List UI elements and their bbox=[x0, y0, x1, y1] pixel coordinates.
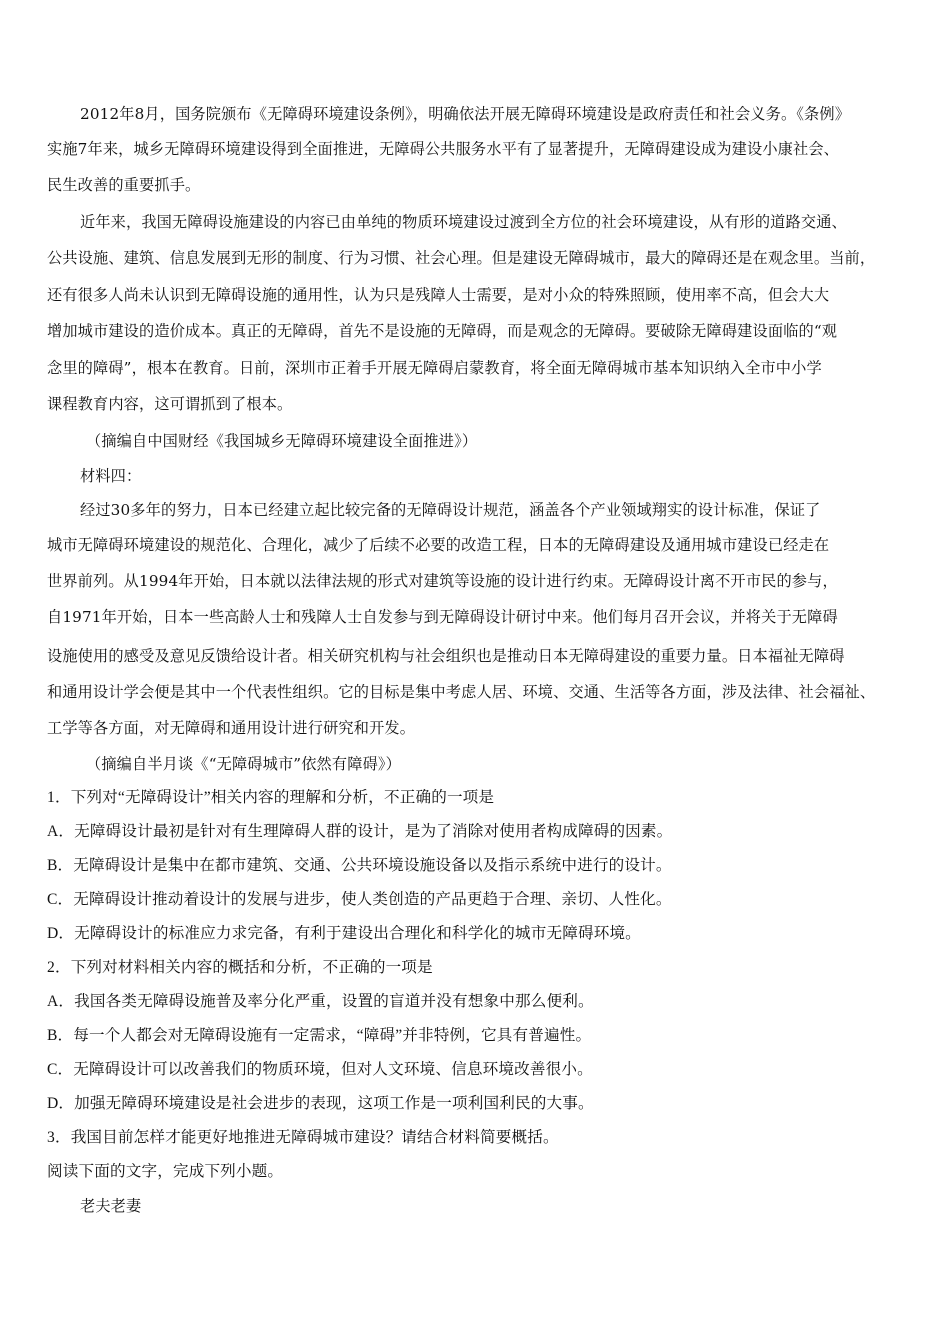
option-line: A．无障碍设计最初是针对有生理障碍人群的设计，是为了消除对使用者构成障碍的因素。 bbox=[47, 823, 673, 840]
paragraph-line: 经过30多年的努力，日本已经建立起比较完备的无障碍设计规范，涵盖各个产业领域翔实的设计标准，保证了 bbox=[80, 501, 821, 519]
option-line: B．无障碍设计是集中在都市建筑、交通、公共环境设施设备以及指示系统中进行的设计。 bbox=[47, 857, 672, 874]
question-2: 2．下列对材料相关内容的概括和分析，不正确的一项是 bbox=[47, 959, 433, 976]
option-line: D．加强无障碍环境建设是社会进步的表现，这项工作是一项利国利民的大事。 bbox=[47, 1095, 594, 1112]
paragraph-line: 2012年8月，国务院颁布《无障碍环境建设条例》，明确依法开展无障碍环境建设是政府责任和社会义务。《条例》 bbox=[80, 105, 851, 123]
paragraph-line: 增加城市建设的造价成本。真正的无障碍，首先不是设施的无障碍，而是观念的无障碍。要破除无障碍建设面临的“观 bbox=[47, 322, 838, 340]
paragraph-line: 设施使用的感受及意见反馈给设计者。相关研究机构与社会组织也是推动日本无障碍建设的重要力量。日本福祉无障碍 bbox=[47, 647, 845, 665]
paragraph-line: 城市无障碍环境建设的规范化、合理化，减少了后续不必要的改造工程，日本的无障碍建设及通用城市建设已经走在 bbox=[47, 536, 830, 554]
paragraph-line: 工学等各方面，对无障碍和通用设计进行研究和开发。 bbox=[47, 719, 416, 737]
paragraph-line: 民生改善的重要抓手。 bbox=[47, 176, 201, 194]
paragraph-line: 还有很多人尚未认识到无障碍设施的通用性，认为只是残障人士需要，是对小众的特殊照顾，使用率不高，但会大大 bbox=[47, 286, 830, 304]
paragraph-line: 世界前列。从1994年开始，日本就以法律法规的形式对建筑等设施的设计进行约束。无障碍设计离不开市民的参与， bbox=[47, 572, 838, 590]
question-3: 3．我国目前怎样才能更好地推进无障碍城市建设？请结合材料简要概括。 bbox=[47, 1129, 559, 1146]
paragraph-line: 和通用设计学会便是其中一个代表性组织。它的目标是集中考虑人居、环境、交通、生活等各方面，涉及法律、社会福祉、 bbox=[47, 683, 876, 701]
option-line: D．无障碍设计的标准应力求完备，有利于建设出合理化和科学化的城市无障碍环境。 bbox=[47, 925, 641, 942]
option-line: A．我国各类无障碍设施普及率分化严重，设置的盲道并没有想象中那么便利。 bbox=[47, 993, 594, 1010]
option-line: C．无障碍设计推动着设计的发展与进步，使人类创造的产品更趋于合理、亲切、人性化。 bbox=[47, 891, 672, 908]
reading-instruction: 阅读下面的文字，完成下列小题。 bbox=[47, 1163, 284, 1180]
story-title: 老夫老妻 bbox=[80, 1197, 142, 1215]
paragraph-line: 念里的障碍”，根本在教育。日前，深圳市正着手开展无障碍启蒙教育，将全面无障碍城市基本知识纳入全市中小学 bbox=[47, 359, 822, 377]
option-line: B．每一个人都会对无障碍设施有一定需求，“障碍”并非特例，它具有普遍性。 bbox=[47, 1027, 592, 1044]
paragraph-line: 自1971年开始，日本一些高龄人士和残障人士自发参与到无障碍设计研讨中来。他们每月召开会议，并将关于无障碍 bbox=[47, 608, 838, 626]
section-heading: 材料四： bbox=[80, 467, 142, 485]
paragraph-line: 公共设施、建筑、信息发展到无形的制度、行为习惯、社会心理。但是建设无障碍城市，最大的障碍还是在观念里。当前， bbox=[47, 249, 876, 267]
source-citation: （摘编自中国财经《我国城乡无障碍环境建设全面推进》） bbox=[86, 432, 478, 450]
paragraph-line: 实施7年来，城乡无障碍环境建设得到全面推进，无障碍公共服务水平有了显著提升，无障碍建设成为建设小康社会、 bbox=[47, 140, 840, 158]
option-line: C．无障碍设计可以改善我们的物质环境，但对人文环境、信息环境改善很小。 bbox=[47, 1061, 593, 1078]
paragraph-line: 课程教育内容，这可谓抓到了根本。 bbox=[47, 395, 293, 413]
question-1: 1．下列对“无障碍设计”相关内容的理解和分析，不正确的一项是 bbox=[47, 789, 495, 806]
paragraph-line: 近年来，我国无障碍设施建设的内容已由单纯的物质环境建设过渡到全方位的社会环境建设，从有形的道路交通、 bbox=[80, 213, 847, 231]
source-citation: （摘编自半月谈《“无障碍城市”依然有障碍》） bbox=[86, 755, 401, 773]
